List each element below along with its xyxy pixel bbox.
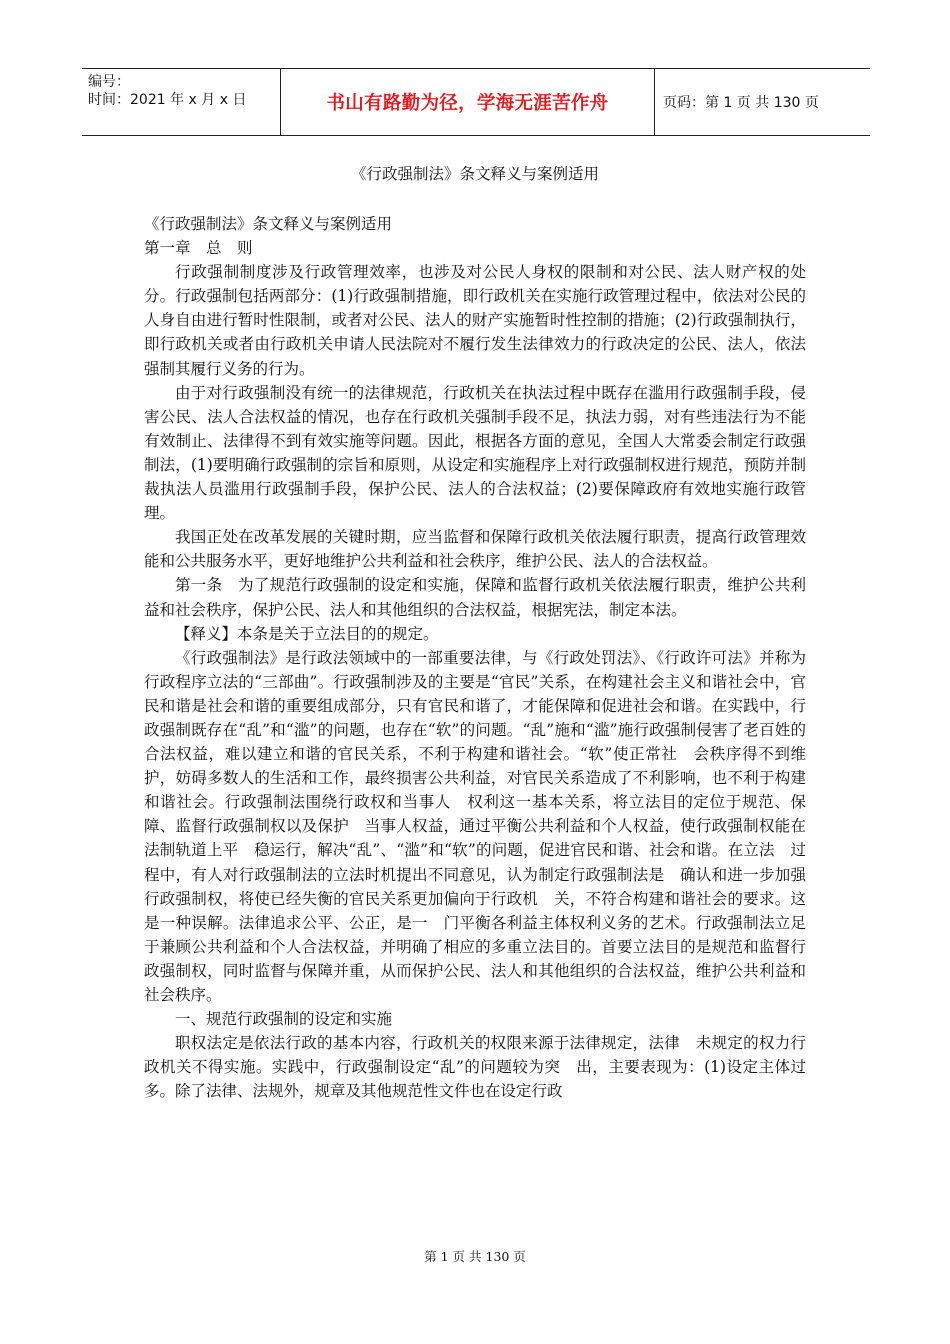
chapter-heading: 第一章 总 则	[144, 239, 253, 258]
header-page-cell	[655, 69, 870, 135]
document-title: 《行政强制法》条文释义与案例适用	[350, 165, 599, 183]
section-heading: 一、规范行政强制的设定和实施	[175, 1010, 393, 1029]
header-table	[82, 68, 870, 136]
page-footer: 第 1 页 共 130 页	[424, 1249, 526, 1264]
paragraph: 我国正处在改革发展的关键时期，应当监督和保障行政机关依法履行职责，提高行政管理效能和公共服务水平，更好地维护公共利益和社会秩序，维护公民、法人的合法权益。	[144, 528, 806, 571]
page-info: 页码：第 1 页 共 130 页	[663, 95, 819, 111]
number-label: 编号：	[88, 74, 130, 90]
paragraph: 《行政强制法》是行政法领域中的一部重要法律，与《行政处罚法》、《行政许可法》并称为行政程序立法的“三部曲”。行政强制涉及的主要是“官民”关系，在构建社会主义和谐社会中，官民和谐是社会和谐的重要组成部分，只有官民和谐了，才能保障和促进社会和谐。在实践中，行政强制既存在“乱”和“滥”的问题，也存在“软”的问题。“乱”施和“滥”施行政强制侵害了老百姓的 合法权益，难以建立和谐的官民关系，不利于构建和谐社会。“软”使正常社 会秩序得不到维护，妨碍多数人的生活和工作，最终损害公共利益，对官民关系造成了不利影响，也不利于构建和谐社会。行政强制法围绕行政权和当事人 权利这一基本关系，将立法目的定位于规范、保障、监督行政强制权以及保护 当事人权益，通过平衡公共利益和个人权益，使行政强制权能在法制轨道上平 稳运行，解决“乱”、“滥”和“软”的问题，促进官民和谐、社会和谐。在立法 过程中，有人对行政强制法的立法时机提出不同意见，认为制定行政强制法是 确认和进一步加强行政强制权，将使已经失衡的官民关系更加偏向于行政机 关，不符合构建和谐社会的要求。这是一种误解。法律追求公平、公正，是一 门平衡各利益主体权利义务的艺术。行政强制法立足于兼顾公共利益和个人合法权益，并明确了相应的多重立法目的。首要立法目的是规范和监督行政强制权，同时监督与保障并重，从而保护公民、法人和其他组织的合法权益，维护公共利益和社会秩序。	[144, 648, 822, 1004]
body-subtitle: 《行政强制法》条文释义与案例适用	[144, 215, 393, 233]
article-one: 第一条 为了规范行政强制的设定和实施，保障和监督行政机关依法履行职责，维护公共利益和社会秩序，保护公民、法人和其他组织的合法权益，根据宪法，制定本法。	[144, 576, 806, 619]
document-body	[144, 212, 822, 1103]
interpretation-label: 【释义】本条是关于立法目的的规定。	[175, 624, 439, 643]
paragraph: 职权法定是依法行政的基本内容，行政机关的权限来源于法律规定，法律 未规定的权力行政机关不得实施。实践中，行政强制设定“乱”的问题较为突 出，主要表现为：(1)设定主体过多。除了法律、法规外，规章及其他规范性文件也在设定行政	[144, 1034, 806, 1101]
paragraph: 行政强制制度涉及行政管理效率，也涉及对公民人身权的限制和对公民、法人财产权的处分。行政强制包括两部分：(1)行政强制措施，即行政机关在实施行政管理过程中，依法对公民的人身自由进行暂时性限制，或者对公民、法人的财产实施暂时性控制的措施；(2)行政强制执行，即行政机关或者由行政机关申请人民法院对不履行发生法律效力的行政决定的公民、法人，依法强制其履行义务的行为。	[144, 263, 806, 378]
paragraph: 由于对行政强制没有统一的法律规范，行政机关在执法过程中既存在滥用行政强制手段，侵害公民、法人合法权益的情况，也存在行政机关强制手段不足，执法力弱，对有些违法行为不能有效制止、法律得不到有效实施等问题。因此，根据各方面的意见，全国人大常委会制定行政强制法，(1)要明确行政强制的宗旨和原则，从设定和实施程序上对行政强制权进行规范，预防并制裁执法人员滥用行政强制手段，保护公民、法人的合法权益；(2)要保障政府有效地实施行政管理。	[144, 383, 806, 523]
date-label: 时间：2021 年 x 月 x 日	[88, 92, 247, 108]
header-left-cell	[82, 69, 281, 135]
header-motto-cell	[281, 69, 655, 135]
motto-text: 书山有路勤为径，学海无涯苦作舟	[326, 93, 609, 114]
